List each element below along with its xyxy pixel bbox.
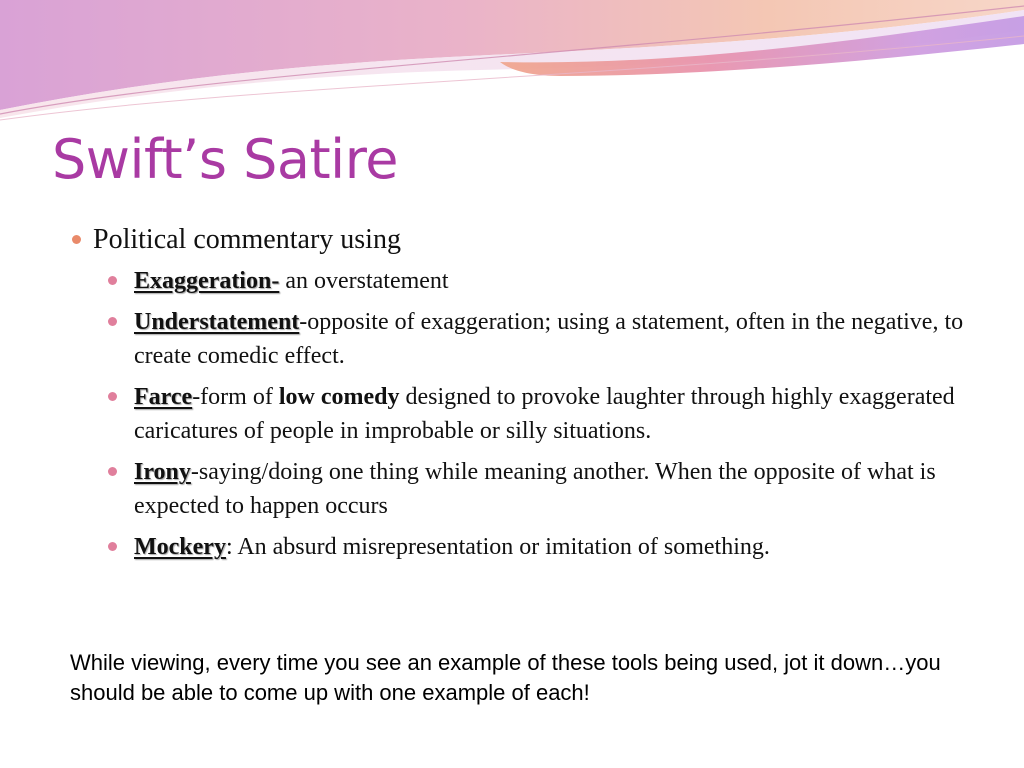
decorative-wave-banner — [0, 0, 1024, 130]
term-irony: Irony — [134, 459, 191, 485]
list-item-mockery — [72, 530, 972, 564]
bullet-icon — [108, 542, 117, 551]
bullet-icon — [108, 467, 117, 476]
definition-farce-end: designed to provoke laughter through highly exaggerated caricatures of people in improbable or silly situations. — [134, 384, 955, 444]
slide-title: Swift’s Satire — [52, 128, 398, 191]
bullet-icon — [108, 317, 117, 326]
main-bullet-point — [72, 222, 972, 258]
instruction-note: While viewing, every time you see an example of these tools being used, jot it down…you should be able to come up with one example of each! — [70, 650, 941, 705]
list-item-farce — [72, 380, 972, 448]
device-list — [72, 264, 972, 564]
bold-phrase-low-comedy: low comedy — [278, 384, 400, 410]
list-item-irony — [72, 455, 972, 523]
bullet-icon — [108, 276, 117, 285]
main-point-text: Political commentary using — [93, 224, 401, 255]
list-item-exaggeration — [72, 264, 972, 298]
definition-mockery: : An absurd misrepresentation or imitation of something. — [225, 534, 770, 560]
slide-content — [72, 222, 972, 571]
list-item-understatement — [72, 305, 972, 373]
definition-exaggeration: an overstatement — [279, 268, 449, 294]
definition-understatement: -opposite of exaggeration; using a statement, often in the negative, to create comedic effect. — [134, 309, 964, 369]
term-farce: Farce — [134, 384, 193, 410]
term-exaggeration: Exaggeration- — [134, 268, 280, 294]
bullet-icon — [72, 235, 81, 244]
term-mockery: Mockery — [134, 534, 226, 560]
definition-farce-start: -form of — [192, 384, 279, 410]
bullet-icon — [108, 392, 117, 401]
term-understatement: Understatement — [134, 309, 300, 335]
definition-irony: -saying/doing one thing while meaning another. When the opposite of what is expected to happen occurs — [134, 459, 936, 519]
